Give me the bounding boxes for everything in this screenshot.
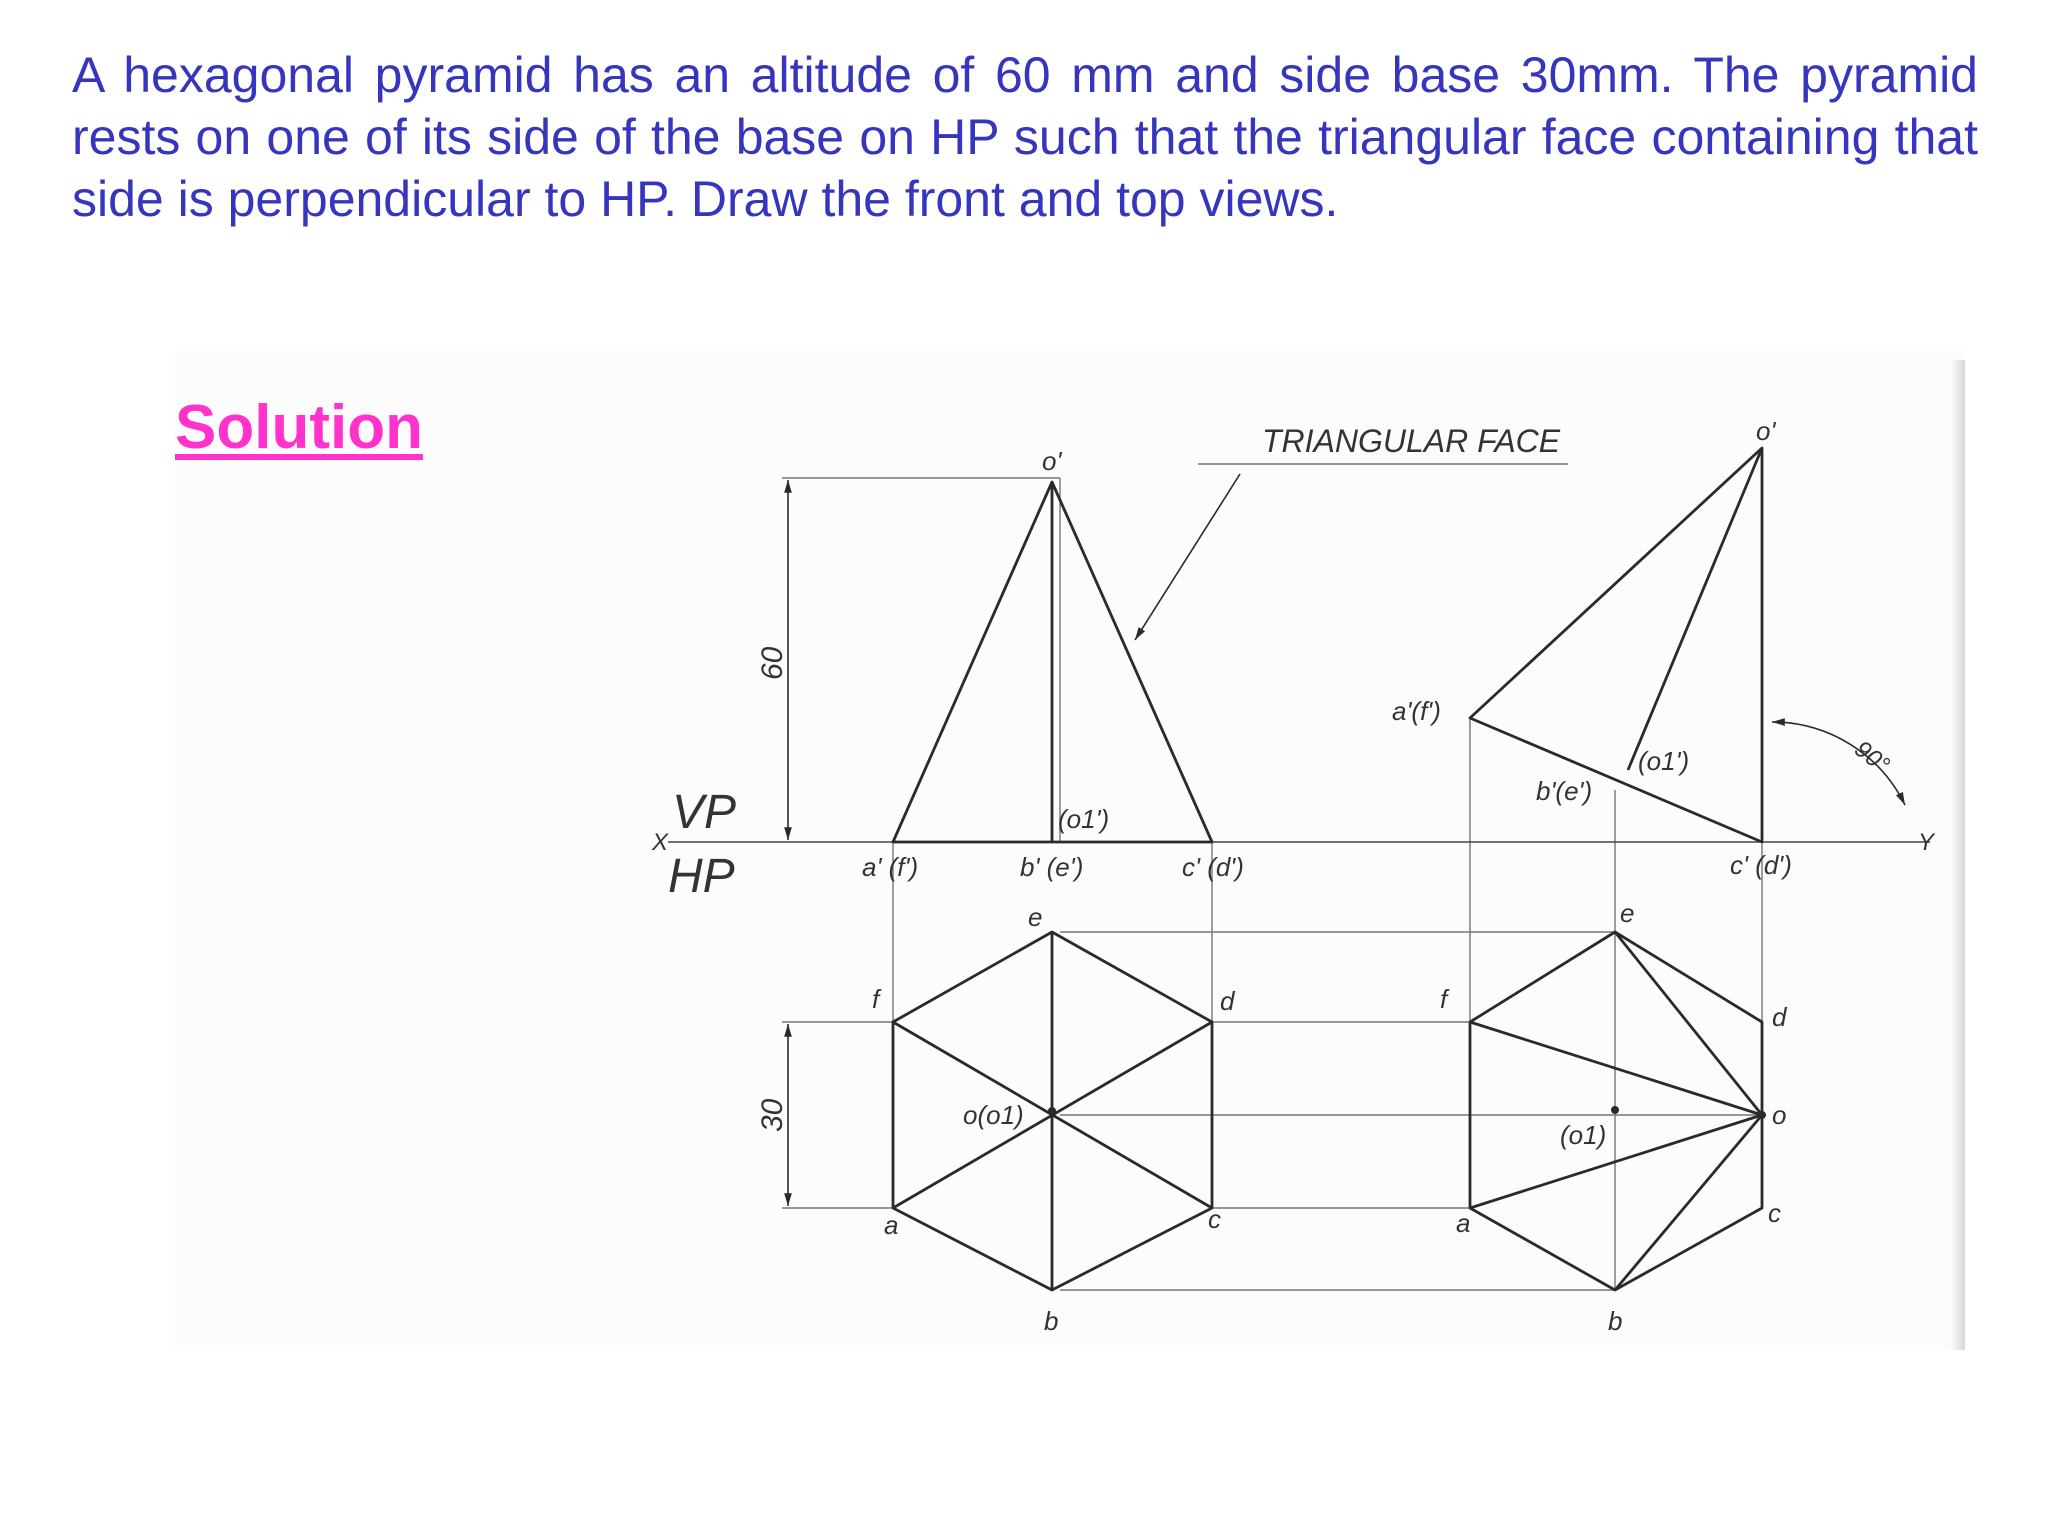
dimension-lines [788,474,1240,1206]
label-tv2-d: d [1772,1002,1787,1032]
center-point [1048,1107,1056,1115]
top-view-2-edge-ao [1470,1115,1762,1208]
problem-statement: A hexagonal pyramid has an altitude of 60 mm and side base 30mm. The pyramid rests on one of its side of the base on HP such that the triangular face containing that side is perpendicular to HP. Draw the front and top views. [72,47,1978,227]
label-hp: HP [668,850,735,903]
top-view-2-edge-bo [1615,1115,1762,1290]
label-tv2-hidden-apex: (o1) [1560,1120,1607,1150]
label-angle: 90° [1849,735,1895,780]
label-x: X [652,829,669,856]
projector-lines [782,448,1762,1290]
label-tv1-a: a [884,1210,899,1240]
label-tv1-d: d [1220,986,1235,1016]
label-tv2-b: b [1608,1306,1623,1336]
label-tv2-f: f [1440,984,1448,1014]
front-view-2-edge [1628,448,1762,770]
label-fv2-b: b'(e') [1536,776,1593,806]
label-tv2-e: e [1620,898,1635,928]
top-view-2-edge-fo [1470,1022,1762,1115]
solution-heading: Solution [175,393,423,462]
label-fv1-left: a' (f') [862,852,919,882]
apex-point [1758,1111,1766,1119]
label-fv1-hidden-apex: (o1') [1058,804,1110,834]
label-fv2-hidden-apex: (o1') [1638,746,1690,776]
top-view-2-edge-eo [1615,932,1762,1115]
label-y: Y [1918,829,1935,856]
triangular-face-leader [1135,474,1240,640]
label-tv1-center: o(o1) [963,1100,1024,1130]
label-tv2-c: c [1768,1198,1781,1228]
label-fv2-apex: o' [1756,416,1776,446]
label-fv1-right: c' (d') [1182,852,1244,882]
label-fv2-a: a'(f') [1392,696,1441,726]
label-fv2-c: c' (d') [1730,850,1792,880]
hidden-apex-point [1611,1106,1619,1114]
label-base-side: 30 [756,1098,789,1132]
label-tv1-b: b [1044,1306,1059,1336]
front-view-2-outline [1470,448,1762,842]
label-tv1-e: e [1028,902,1043,932]
label-triangular-face: TRIANGULAR FACE [1262,423,1561,459]
label-altitude: 60 [756,646,789,680]
label-tv2-apex: o [1772,1100,1787,1130]
label-vp: VP [672,786,737,839]
label-fv1-apex: o' [1042,446,1062,476]
label-tv1-f: f [872,984,880,1014]
label-tv2-a: a [1456,1208,1471,1238]
label-tv1-c: c [1208,1204,1221,1234]
label-fv1-middle: b' (e') [1020,852,1084,882]
